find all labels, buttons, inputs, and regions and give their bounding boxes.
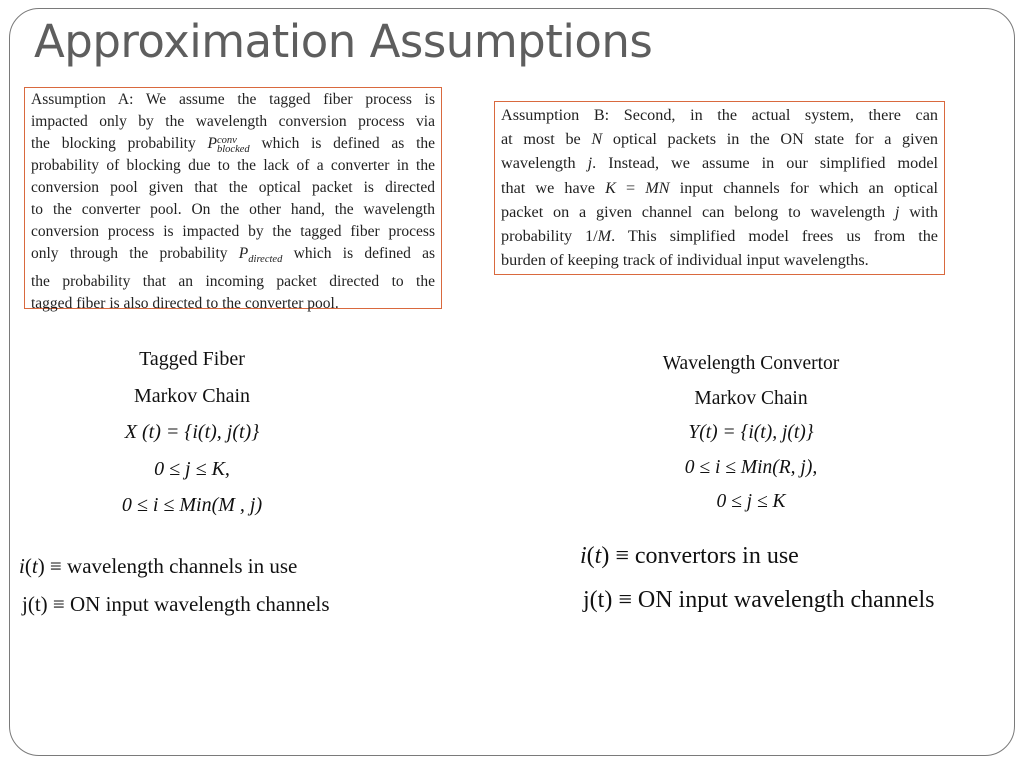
assumption-b-text: wavelength [501, 154, 576, 173]
state-equation: X (t) = {i(t), j(t)} [124, 421, 260, 443]
assumption-a-text: the blocking probability [31, 135, 196, 152]
definition-j-on-channels: j(t) ≡ ON input wavelength channels [583, 587, 935, 613]
markov-chain-heading: Markov Chain [694, 387, 808, 409]
markov-chain-heading: Markov Chain [133, 384, 251, 407]
p-blocked-sub: blocked [216, 144, 250, 155]
assumption-a-box [24, 87, 442, 313]
definition-text: convertors in use [634, 543, 799, 569]
definition-i-wavelength-channels: i(t) ≡ wavelength channels in use [19, 554, 298, 578]
assumption-b-text: . Instead, we assume in our simplified model [592, 154, 939, 173]
tagged-fiber-heading: Tagged Fiber [139, 348, 245, 370]
assumption-a-line: probability of blocking due to the lack of a converter in the [31, 157, 435, 174]
assumption-a-text: only through the probability [31, 245, 228, 262]
assumption-b-box [494, 101, 945, 275]
assumption-b-line: burden of keeping track of individual input wavelengths. [501, 251, 869, 270]
assumption-a-line: the blocking probability P conv blocked which is defined as the [31, 135, 436, 155]
assumption-b-text: input channels for which an optical [679, 178, 938, 197]
assumption-b-text: probability [501, 227, 573, 246]
i-range-equation: 0 ≤ i ≤ Min(M , j) [121, 494, 263, 516]
wavelength-convertor-chain [611, 350, 891, 523]
assumption-a-line: only through the probability $P_{directed}$ which is defined as [31, 245, 436, 266]
state-equation: Y(t) = {i(t), j(t)} [688, 422, 814, 443]
assumption-b-text: . This simplified model frees us from the [611, 227, 938, 246]
i-range-equation: 0 ≤ i ≤ Min(R, j), [684, 456, 818, 478]
assumption-b-line: packet on a given channel can belong to wavelength j with [501, 202, 939, 221]
assumption-b-text: optical packets in the ON state for a given [612, 130, 939, 149]
assumption-b-text: with [909, 202, 939, 221]
definition-j-on-channels: j(t) ≡ ON input wavelength channels [22, 592, 330, 616]
assumption-a-line: the probability that an incoming packet directed to the [31, 273, 435, 291]
p-blocked-sup: conv [216, 135, 237, 146]
assumption-a-line: conversion process is impacted by the tagged fiber process [31, 223, 435, 240]
definition-text: ON input wavelength channels [70, 592, 330, 616]
p-blocked-script [217, 136, 250, 154]
assumption-a-line: conversion pool given that the optical packet is directed [31, 179, 435, 196]
assumption-b-line: probability 1/M. This simplified model frees us from the [501, 227, 938, 246]
assumption-b-line: wavelength j. Instead, we assume in our simplified model [501, 154, 939, 173]
assumption-a-text: which is defined as the [261, 135, 436, 152]
definition-text: wavelength channels in use [67, 554, 298, 578]
assumption-a-line: impacted only by the wavelength conversion process via [31, 113, 435, 130]
assumption-b-text: at most be [501, 130, 581, 149]
assumption-b-text: packet on a given channel can belong to wavelength [501, 202, 886, 221]
j-range-equation: 0 ≤ j ≤ K, [154, 457, 230, 480]
assumption-b-line: that we have K = MN input channels for which an optical [501, 178, 938, 197]
definition-i-convertors: i(t) ≡ convertors in use [580, 543, 799, 569]
definition-text: ON input wavelength channels [637, 587, 935, 613]
assumption-a-line: Assumption A: We assume the tagged fiber process is [31, 91, 435, 108]
j-range-equation: 0 ≤ j ≤ K [716, 491, 786, 512]
assumption-b-line: at most be N optical packets in the ON state for a given [501, 130, 939, 149]
assumption-a-text: which is defined as [293, 245, 436, 262]
p-directed-sub: directed [248, 254, 283, 266]
wavelength-convertor-heading: Wavelength Convertor [662, 353, 840, 374]
assumption-b-text: that we have [501, 178, 595, 197]
slide-title: Approximation Assumptions [34, 15, 653, 68]
tagged-fiber-chain [92, 344, 292, 527]
assumption-a-line: tagged fiber is also directed to the converter pool. [31, 295, 339, 313]
assumption-b-line: Assumption B: Second, in the actual system, there can [501, 106, 938, 124]
assumption-a-line: to the converter pool. On the other hand, the wavelength [31, 201, 435, 218]
